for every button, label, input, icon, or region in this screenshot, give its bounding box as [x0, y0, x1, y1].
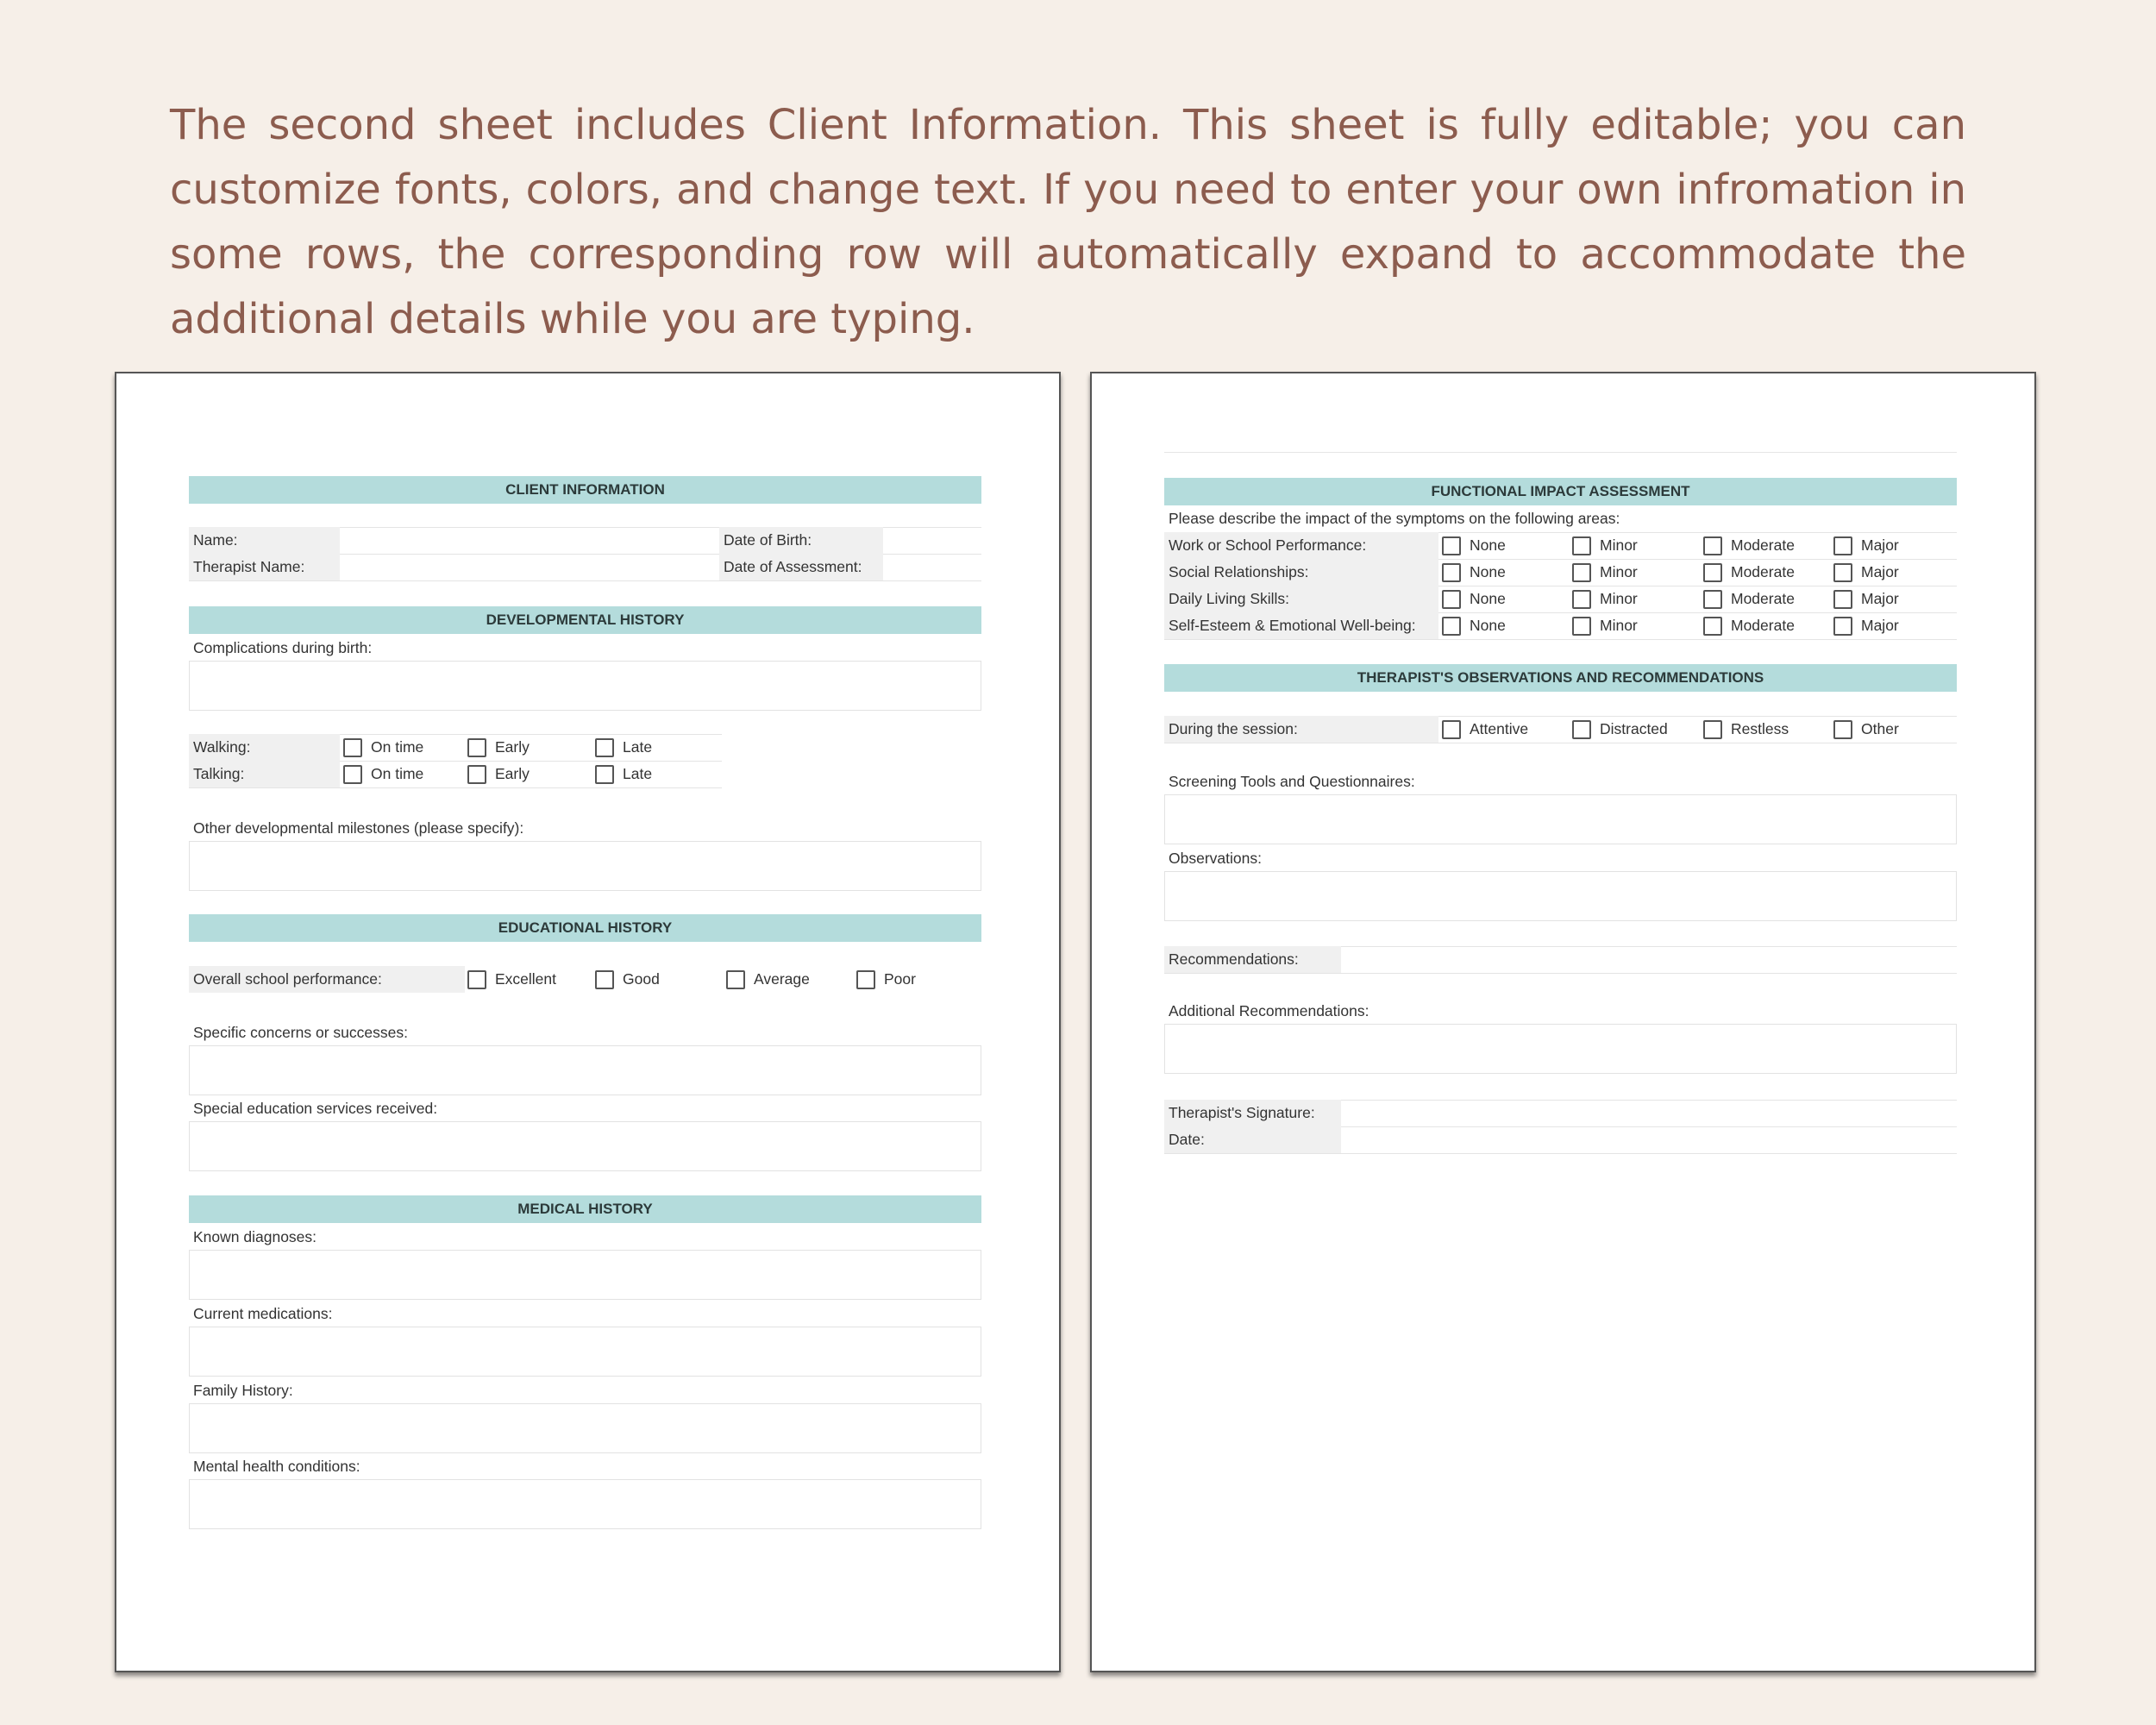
checkbox-icon[interactable]	[1442, 590, 1461, 609]
walking-early-checkbox[interactable]: Early	[467, 734, 530, 761]
work-none-checkbox[interactable]: None	[1442, 532, 1506, 559]
recommendations-label: Recommendations:	[1164, 946, 1341, 973]
screening-field[interactable]	[1164, 794, 1957, 844]
social-moderate-checkbox[interactable]: Moderate	[1703, 559, 1795, 586]
date-label: Date:	[1164, 1126, 1341, 1153]
session-restless-checkbox[interactable]: Restless	[1703, 716, 1789, 743]
intro-paragraph: The second sheet includes Client Information. This sheet is fully editable; you can customize fonts, colors, and change text. If you need to enter your own infromation in some rows, the corresponding row will automatically expand to accommodate the additional details while you are typing.	[170, 101, 1966, 343]
developmental-history-header: DEVELOPMENTAL HISTORY	[189, 606, 981, 634]
performance-excellent-checkbox[interactable]: Excellent	[467, 966, 556, 993]
esteem-none-checkbox[interactable]: None	[1442, 612, 1506, 639]
functional-instruction: Please describe the impact of the symptoms on the following areas:	[1169, 510, 1620, 527]
client-information-sheet	[115, 372, 1061, 1672]
work-minor-checkbox[interactable]: Minor	[1572, 532, 1638, 559]
talking-label: Talking:	[189, 761, 340, 787]
other-milestones-field[interactable]	[189, 841, 981, 891]
checkbox-icon[interactable]	[1442, 617, 1461, 636]
checkbox-icon[interactable]	[1572, 720, 1591, 739]
daily-major-checkbox[interactable]: Major	[1833, 586, 1899, 612]
checkbox-icon[interactable]	[467, 970, 486, 989]
family-history-field[interactable]	[189, 1403, 981, 1453]
checkbox-icon[interactable]	[1703, 617, 1722, 636]
checkbox-icon[interactable]	[1572, 536, 1591, 555]
diagnoses-label: Known diagnoses:	[193, 1228, 317, 1245]
diagnoses-field[interactable]	[189, 1250, 981, 1300]
name-label: Name:	[189, 527, 340, 554]
screening-label: Screening Tools and Questionnaires:	[1169, 773, 1415, 790]
checkbox-icon[interactable]	[467, 765, 486, 784]
additional-recommendations-field[interactable]	[1164, 1024, 1957, 1074]
additional-recommendations-label: Additional Recommendations:	[1169, 1002, 1369, 1019]
walking-late-checkbox[interactable]: Late	[595, 734, 652, 761]
checkbox-icon[interactable]	[1703, 720, 1722, 739]
talking-on-time-checkbox[interactable]: On time	[343, 761, 423, 787]
social-none-checkbox[interactable]: None	[1442, 559, 1506, 586]
checkbox-icon[interactable]	[1442, 720, 1461, 739]
esteem-moderate-checkbox[interactable]: Moderate	[1703, 612, 1795, 639]
complications-field[interactable]	[189, 661, 981, 711]
checkbox-icon[interactable]	[1703, 536, 1722, 555]
functional-row-label: Self-Esteem & Emotional Well-being:	[1164, 612, 1438, 639]
date-of-birth-label: Date of Birth:	[719, 527, 883, 554]
checkbox-icon[interactable]	[1833, 536, 1852, 555]
observations-header: THERAPIST'S OBSERVATIONS AND RECOMMENDATIONS	[1164, 664, 1957, 692]
checkbox-icon[interactable]	[343, 738, 362, 757]
client-information-header: CLIENT INFORMATION	[189, 476, 981, 504]
functional-impact-header: FUNCTIONAL IMPACT ASSESSMENT	[1164, 478, 1957, 505]
concerns-field[interactable]	[189, 1045, 981, 1095]
work-moderate-checkbox[interactable]: Moderate	[1703, 532, 1795, 559]
checkbox-icon[interactable]	[1572, 617, 1591, 636]
signature-label: Therapist's Signature:	[1164, 1100, 1341, 1126]
functional-row-label: Daily Living Skills:	[1164, 586, 1438, 612]
checkbox-icon[interactable]	[856, 970, 875, 989]
talking-late-checkbox[interactable]: Late	[595, 761, 652, 787]
mental-health-field[interactable]	[189, 1479, 981, 1529]
mental-health-label: Mental health conditions:	[193, 1458, 360, 1475]
signature-field[interactable]	[1341, 1100, 1957, 1153]
session-other-checkbox[interactable]: Other	[1833, 716, 1899, 743]
concerns-label: Specific concerns or successes:	[193, 1024, 408, 1041]
observations-label: Observations:	[1169, 850, 1262, 867]
talking-early-checkbox[interactable]: Early	[467, 761, 530, 787]
medications-field[interactable]	[189, 1327, 981, 1377]
educational-history-header: EDUCATIONAL HISTORY	[189, 914, 981, 942]
checkbox-icon[interactable]	[1703, 563, 1722, 582]
checkbox-icon[interactable]	[595, 738, 614, 757]
special-education-field[interactable]	[189, 1121, 981, 1171]
checkbox-icon[interactable]	[1833, 617, 1852, 636]
walking-label: Walking:	[189, 734, 340, 761]
name-field[interactable]	[340, 527, 719, 580]
family-history-label: Family History:	[193, 1382, 293, 1399]
recommendations-field[interactable]	[1341, 946, 1957, 973]
functional-row-label: Social Relationships:	[1164, 559, 1438, 586]
checkbox-icon[interactable]	[1572, 563, 1591, 582]
checkbox-icon[interactable]	[1833, 720, 1852, 739]
esteem-minor-checkbox[interactable]: Minor	[1572, 612, 1638, 639]
other-milestones-label: Other developmental milestones (please specify):	[193, 819, 524, 837]
performance-poor-checkbox[interactable]: Poor	[856, 966, 916, 993]
checkbox-icon[interactable]	[1833, 563, 1852, 582]
session-distracted-checkbox[interactable]: Distracted	[1572, 716, 1668, 743]
functional-row-label: Work or School Performance:	[1164, 532, 1438, 559]
checkbox-icon[interactable]	[1703, 590, 1722, 609]
social-minor-checkbox[interactable]: Minor	[1572, 559, 1638, 586]
checkbox-icon[interactable]	[1572, 590, 1591, 609]
performance-good-checkbox[interactable]: Good	[595, 966, 660, 993]
checkbox-icon[interactable]	[726, 970, 745, 989]
work-major-checkbox[interactable]: Major	[1833, 532, 1899, 559]
session-attentive-checkbox[interactable]: Attentive	[1442, 716, 1528, 743]
daily-none-checkbox[interactable]: None	[1442, 586, 1506, 612]
observations-field[interactable]	[1164, 871, 1957, 921]
checkbox-icon[interactable]	[595, 970, 614, 989]
complications-label: Complications during birth:	[193, 639, 373, 656]
daily-moderate-checkbox[interactable]: Moderate	[1703, 586, 1795, 612]
checkbox-icon[interactable]	[467, 738, 486, 757]
school-performance-label: Overall school performance:	[189, 966, 465, 993]
esteem-major-checkbox[interactable]: Major	[1833, 612, 1899, 639]
date-of-birth-field[interactable]	[883, 527, 981, 580]
performance-average-checkbox[interactable]: Average	[726, 966, 810, 993]
session-label: During the session:	[1164, 716, 1438, 743]
checkbox-icon[interactable]	[595, 765, 614, 784]
therapist-name-label: Therapist Name:	[189, 554, 340, 580]
checkbox-icon[interactable]	[1442, 563, 1461, 582]
medications-label: Current medications:	[193, 1305, 333, 1322]
special-education-label: Special education services received:	[193, 1100, 438, 1117]
date-of-assessment-label: Date of Assessment:	[719, 554, 883, 580]
checkbox-icon[interactable]	[1833, 590, 1852, 609]
checkbox-icon[interactable]	[1442, 536, 1461, 555]
medical-history-header: MEDICAL HISTORY	[189, 1195, 981, 1223]
assessment-sheet	[1090, 372, 2036, 1672]
daily-minor-checkbox[interactable]: Minor	[1572, 586, 1638, 612]
walking-on-time-checkbox[interactable]: On time	[343, 734, 423, 761]
checkbox-icon[interactable]	[343, 765, 362, 784]
social-major-checkbox[interactable]: Major	[1833, 559, 1899, 586]
